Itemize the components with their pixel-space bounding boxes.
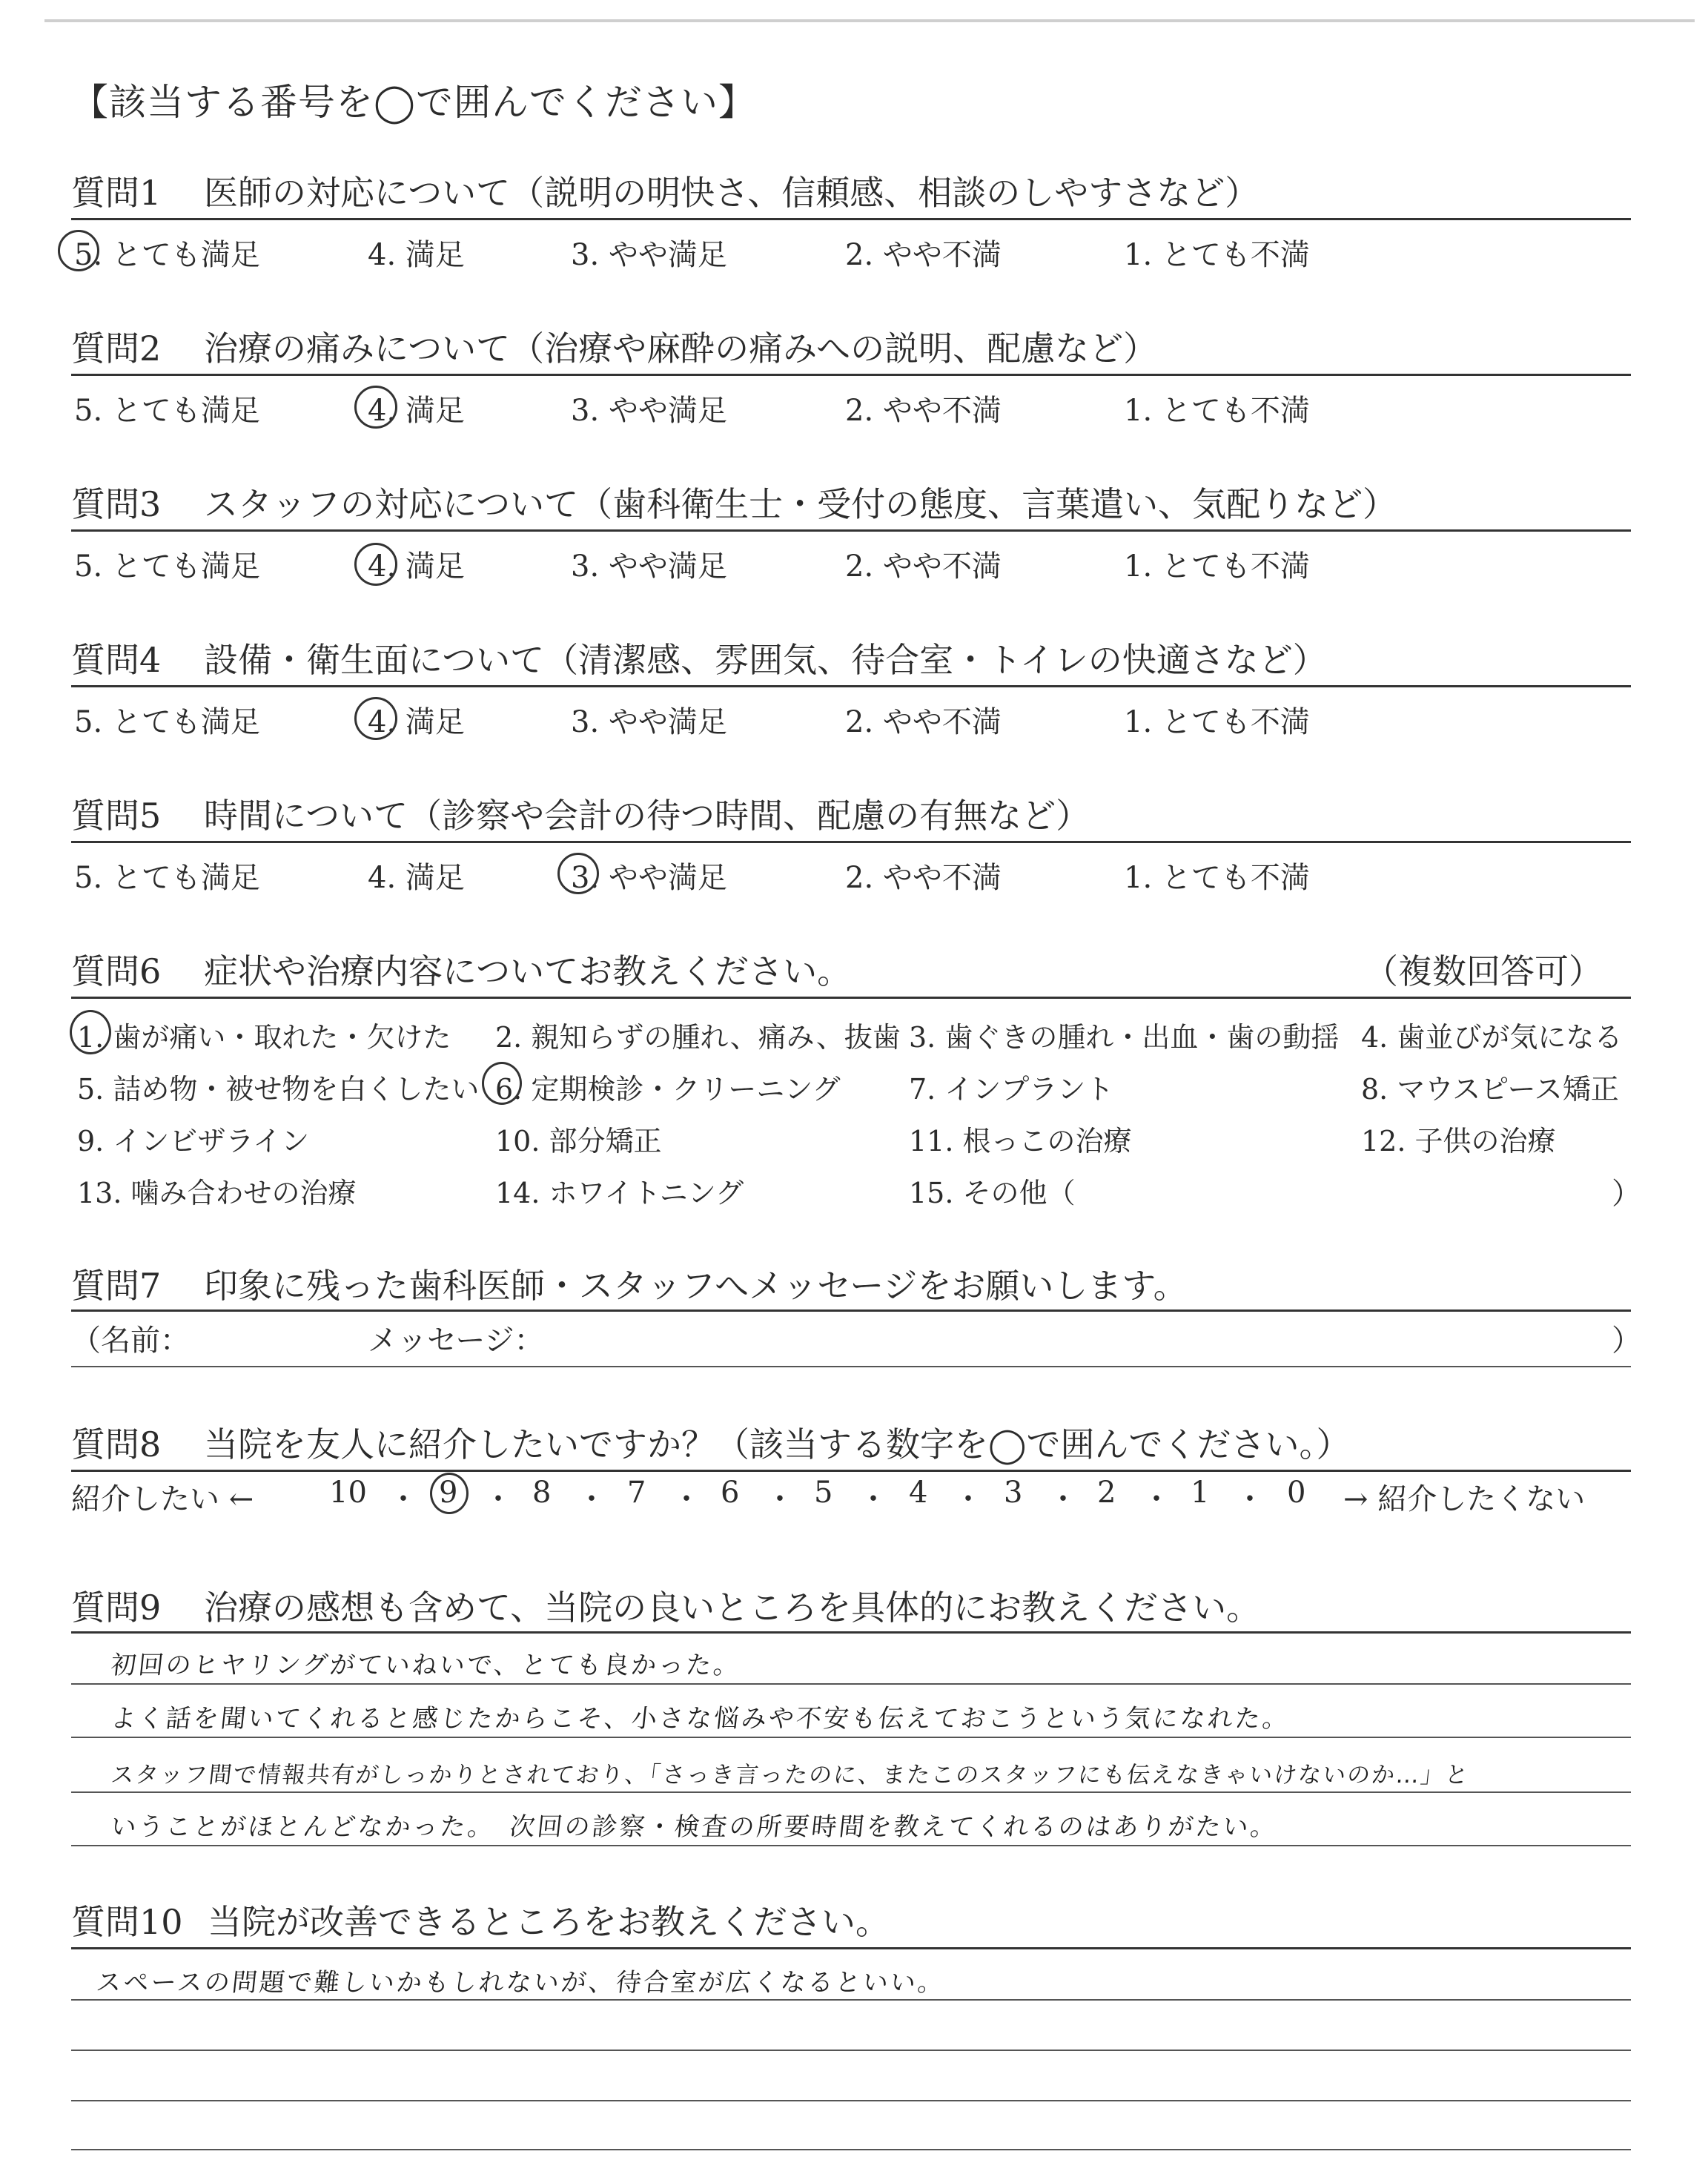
q10-writing-line-2 bbox=[71, 2050, 1631, 2051]
q8-scale-9[interactable]: 9 bbox=[439, 1476, 458, 1510]
q4-option-3[interactable]: 3. やや満足 bbox=[571, 705, 727, 739]
q3-option-1[interactable]: 1. とても不満 bbox=[1124, 549, 1310, 584]
question-3-rule bbox=[71, 529, 1631, 532]
q8-sep-9: ・ bbox=[1142, 1482, 1171, 1516]
q5-option-4[interactable]: 4. 満足 bbox=[368, 861, 465, 895]
q1-option-2[interactable]: 2. やや不満 bbox=[845, 238, 1002, 272]
q6-option-9[interactable]: 9. インビザライン bbox=[77, 1125, 310, 1157]
q8-sep-10: ・ bbox=[1235, 1482, 1265, 1516]
q10-writing-line-1 bbox=[71, 1999, 1631, 2001]
q4-answer-circle bbox=[354, 697, 397, 740]
q6-other-close-paren: ） bbox=[1612, 1177, 1641, 1211]
q3-option-4[interactable]: 4. 満足 bbox=[368, 549, 465, 584]
q1-answer-circle bbox=[58, 230, 99, 271]
q6-option-11[interactable]: 11. 根っこの治療 bbox=[909, 1125, 1132, 1157]
question-5-label: 質問5 bbox=[71, 796, 162, 836]
q8-sep-3: ・ bbox=[577, 1482, 606, 1516]
q2-option-3[interactable]: 3. やや満足 bbox=[571, 394, 727, 428]
q9-writing-line-1 bbox=[71, 1683, 1631, 1685]
q6-option-3[interactable]: 3. 歯ぐきの腫れ・出血・歯の動揺 bbox=[909, 1021, 1340, 1054]
q6-option-14[interactable]: 14. ホワイトニング bbox=[495, 1177, 744, 1209]
q7-answer-line[interactable] bbox=[71, 1366, 1631, 1367]
q8-sep-8: ・ bbox=[1048, 1482, 1078, 1516]
question-1-title: 医師の対応について（説明の明快さ、信頼感、相談のしやすさなど） bbox=[204, 173, 1260, 213]
question-1-rule bbox=[71, 218, 1631, 220]
question-4-rule bbox=[71, 685, 1631, 687]
q1-option-3[interactable]: 3. やや満足 bbox=[571, 238, 727, 272]
question-5-rule bbox=[71, 841, 1631, 843]
q2-option-5[interactable]: 5. とても満足 bbox=[74, 394, 260, 428]
q4-option-1[interactable]: 1. とても不満 bbox=[1124, 705, 1310, 739]
q8-scale-8[interactable]: 8 bbox=[532, 1476, 552, 1510]
q7-message-label: メッセージ： bbox=[368, 1324, 544, 1358]
q5-answer-circle bbox=[557, 853, 599, 894]
page-top-border bbox=[44, 19, 1695, 22]
q1-option-5[interactable]: 5. とても満足 bbox=[74, 238, 260, 272]
q2-option-2[interactable]: 2. やや不満 bbox=[845, 394, 1002, 428]
question-9-label: 質問9 bbox=[71, 1588, 162, 1628]
q10-writing-line-4 bbox=[71, 2149, 1631, 2150]
q8-scale-1[interactable]: 1 bbox=[1191, 1476, 1210, 1510]
q8-answer-circle bbox=[430, 1473, 469, 1514]
q6-option-6[interactable]: 6. 定期検診・クリーニング bbox=[495, 1073, 841, 1106]
q8-sep-5: ・ bbox=[765, 1482, 795, 1516]
q8-scale-4[interactable]: 4 bbox=[909, 1476, 928, 1510]
question-6-rule bbox=[71, 997, 1631, 999]
q8-sep-2: ・ bbox=[483, 1482, 513, 1516]
question-3-title: スタッフの対応について（歯科衛生士・受付の態度、言葉遣い、気配りなど） bbox=[204, 484, 1397, 524]
q6-option-8[interactable]: 8. マウスピース矯正 bbox=[1361, 1073, 1619, 1106]
question-4-label: 質問4 bbox=[71, 640, 162, 680]
question-1-label: 質問1 bbox=[71, 173, 162, 213]
q8-scale-5[interactable]: 5 bbox=[814, 1476, 833, 1510]
q9-answer-line-2: よく話を聞いてくれると感じたからこそ、小さな悩みや不安も伝えておこうという気になれた。 bbox=[109, 1704, 1292, 1734]
q9-answer-line-1: 初回のヒヤリングがていねいで、とても良かった。 bbox=[109, 1651, 743, 1680]
question-10-title: 当院が改善できるところをお教えください。 bbox=[208, 1902, 890, 1942]
q3-option-2[interactable]: 2. やや不満 bbox=[845, 549, 1002, 584]
question-6-note: （複数回答可） bbox=[1364, 951, 1603, 991]
q9-writing-line-2 bbox=[71, 1737, 1631, 1738]
question-9-rule bbox=[71, 1631, 1631, 1634]
q10-writing-line-3 bbox=[71, 2100, 1631, 2101]
question-8-label: 質問8 bbox=[71, 1424, 162, 1464]
q6-option-2[interactable]: 2. 親知らずの腫れ、痛み、抜歯 bbox=[495, 1021, 901, 1054]
q10-answer-line-1: スペースの問題で難しいかもしれないが、待合室が広くなるといい。 bbox=[94, 1968, 947, 1998]
q4-option-2[interactable]: 2. やや不満 bbox=[845, 705, 1002, 739]
q8-sep-6: ・ bbox=[858, 1482, 888, 1516]
q4-option-5[interactable]: 5. とても満足 bbox=[74, 705, 260, 739]
question-7-label: 質問7 bbox=[71, 1266, 162, 1306]
question-2-label: 質問2 bbox=[71, 328, 162, 369]
q8-scale-3[interactable]: 3 bbox=[1004, 1476, 1023, 1510]
q9-writing-line-4 bbox=[71, 1845, 1631, 1846]
q8-sep-4: ・ bbox=[672, 1482, 701, 1516]
q6-option-13[interactable]: 13. 噛み合わせの治療 bbox=[77, 1177, 357, 1209]
q7-close-paren: ） bbox=[1612, 1324, 1641, 1358]
question-2-title: 治療の痛みについて（治療や麻酔の痛みへの説明、配慮など） bbox=[204, 328, 1158, 369]
q4-option-4[interactable]: 4. 満足 bbox=[368, 705, 465, 739]
q6-option-5[interactable]: 5. 詰め物・被せ物を白くしたい bbox=[77, 1073, 480, 1106]
q8-scale-0[interactable]: 0 bbox=[1287, 1476, 1306, 1510]
q2-option-1[interactable]: 1. とても不満 bbox=[1124, 394, 1310, 428]
question-10-rule bbox=[71, 1947, 1631, 1949]
q9-answer-line-3: スタッフ間で情報共有がしっかりとされており、「さっき言ったのに、またこのスタッフにも伝えなきゃいけないのか…」と bbox=[109, 1762, 1472, 1789]
q6-option-10[interactable]: 10. 部分矯正 bbox=[495, 1125, 662, 1157]
q2-option-4[interactable]: 4. 満足 bbox=[368, 394, 465, 428]
q7-name-label: （名前： bbox=[71, 1324, 190, 1358]
q3-option-5[interactable]: 5. とても満足 bbox=[74, 549, 260, 584]
question-8-rule bbox=[71, 1470, 1631, 1472]
q8-sep-1: ・ bbox=[388, 1482, 418, 1516]
question-5-title: 時間について（診察や会計の待つ時間、配慮の有無など） bbox=[204, 796, 1090, 836]
q5-option-3[interactable]: 3. やや満足 bbox=[571, 861, 727, 895]
q9-answer-line-4: いうことがほとんどなかった。 次回の診察・検査の所要時間を教えてくれるのはありがたい。 bbox=[109, 1812, 1280, 1842]
question-4-title: 設備・衛生面について（清潔感、雰囲気、待合室・トイレの快適さなど） bbox=[204, 640, 1327, 680]
q6-answer-circle-6 bbox=[482, 1062, 522, 1105]
q2-answer-circle bbox=[354, 386, 397, 429]
q8-scale-6[interactable]: 6 bbox=[721, 1476, 740, 1510]
q6-option-12[interactable]: 12. 子供の治療 bbox=[1361, 1125, 1556, 1157]
question-10-label: 質問10 bbox=[71, 1902, 183, 1942]
q8-scale-10[interactable]: 10 bbox=[329, 1476, 367, 1510]
q8-scale-2[interactable]: 2 bbox=[1097, 1476, 1116, 1510]
q1-option-4[interactable]: 4. 満足 bbox=[368, 238, 465, 272]
q8-right-label: → 紹介したくない bbox=[1343, 1482, 1586, 1516]
q9-writing-line-3 bbox=[71, 1791, 1631, 1793]
q6-option-7[interactable]: 7. インプラント bbox=[909, 1073, 1114, 1106]
question-7-rule bbox=[71, 1309, 1631, 1312]
q8-left-label: 紹介したい ← bbox=[71, 1482, 254, 1516]
q3-answer-circle bbox=[354, 543, 397, 586]
q3-option-3[interactable]: 3. やや満足 bbox=[571, 549, 727, 584]
q5-option-2[interactable]: 2. やや不満 bbox=[845, 861, 1002, 895]
q5-option-1[interactable]: 1. とても不満 bbox=[1124, 861, 1310, 895]
q6-answer-circle-1 bbox=[70, 1010, 111, 1054]
q6-option-15[interactable]: 15. その他（ bbox=[909, 1177, 1076, 1209]
q8-scale-7[interactable]: 7 bbox=[627, 1476, 646, 1510]
question-6-label: 質問6 bbox=[71, 951, 162, 991]
question-2-rule bbox=[71, 374, 1631, 376]
question-3-label: 質問3 bbox=[71, 484, 162, 524]
question-9-title: 治療の感想も含めて、当院の良いところを具体的にお教えください。 bbox=[204, 1588, 1261, 1628]
q1-option-1[interactable]: 1. とても不満 bbox=[1124, 238, 1310, 272]
question-8-title: 当院を友人に紹介したいですか？（該当する数字を◯で囲んでください。） bbox=[204, 1424, 1351, 1464]
q6-option-1[interactable]: 1. 歯が痛い・取れた・欠けた bbox=[77, 1021, 451, 1054]
question-7-title: 印象に残った歯科医師・スタッフへメッセージをお願いします。 bbox=[204, 1266, 1188, 1306]
instruction-header: 【該当する番号を◯で囲んでください】 bbox=[71, 81, 756, 124]
q6-option-4[interactable]: 4. 歯並びが気になる bbox=[1361, 1021, 1623, 1054]
q8-sep-7: ・ bbox=[953, 1482, 983, 1516]
question-6-title: 症状や治療内容についてお教えください。 bbox=[204, 951, 852, 991]
q5-option-5[interactable]: 5. とても満足 bbox=[74, 861, 260, 895]
